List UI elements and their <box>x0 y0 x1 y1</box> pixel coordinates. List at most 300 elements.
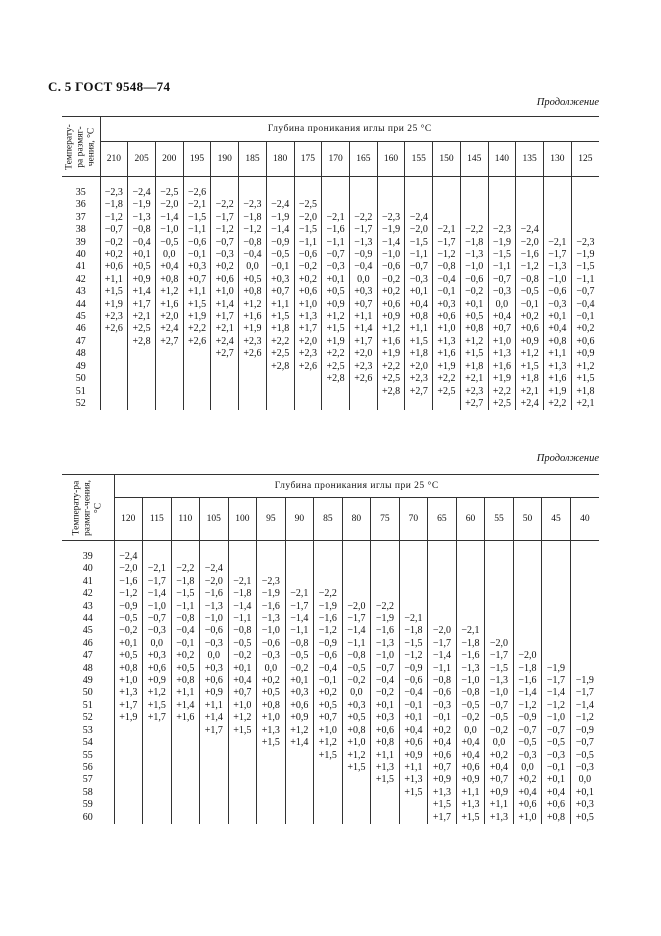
value-cell <box>257 812 286 824</box>
value-cell <box>114 774 143 786</box>
value-cell <box>571 187 599 199</box>
value-cell: +2,7 <box>460 398 488 410</box>
value-cell: +1,4 <box>128 286 156 298</box>
value-cell: +1,0 <box>228 700 257 712</box>
value-cell: −1,4 <box>513 687 542 699</box>
value-cell: −0,5 <box>516 286 544 298</box>
value-cell <box>128 398 156 410</box>
table-row <box>62 737 599 749</box>
value-cell: 0,0 <box>570 774 599 786</box>
value-cell: −2,2 <box>371 601 400 613</box>
value-cell <box>100 361 128 373</box>
column-header: 160 <box>377 142 405 177</box>
value-cell: +0,2 <box>428 725 457 737</box>
table-row <box>62 212 599 224</box>
value-cell: −0,7 <box>571 286 599 298</box>
column-header: 180 <box>266 142 294 177</box>
value-cell: +1,9 <box>114 712 143 724</box>
value-cell: −1,2 <box>433 249 461 261</box>
value-cell: +2,0 <box>155 311 183 323</box>
value-cell: +0,5 <box>322 286 350 298</box>
value-cell: +1,5 <box>342 762 371 774</box>
value-cell <box>128 386 156 398</box>
value-cell <box>456 563 485 575</box>
value-cell <box>200 799 229 811</box>
value-cell: −1,9 <box>377 224 405 236</box>
value-cell <box>285 551 314 563</box>
value-cell: +0,4 <box>405 299 433 311</box>
value-cell <box>257 799 286 811</box>
value-cell: +0,2 <box>485 750 514 762</box>
value-cell: +1,5 <box>143 700 172 712</box>
value-cell <box>544 224 572 236</box>
value-cell: +1,9 <box>183 311 211 323</box>
value-cell <box>433 398 461 410</box>
value-cell: −1,5 <box>183 212 211 224</box>
value-cell: −0,5 <box>542 737 571 749</box>
value-cell <box>399 601 428 613</box>
value-cell: −1,9 <box>488 237 516 249</box>
value-cell: −1,5 <box>488 249 516 261</box>
value-cell: −1,3 <box>544 261 572 273</box>
column-header: 95 <box>257 498 286 541</box>
column-header: 150 <box>433 142 461 177</box>
value-cell <box>143 737 172 749</box>
value-cell: −2,2 <box>314 588 343 600</box>
value-cell: −1,1 <box>285 625 314 637</box>
value-cell: −1,8 <box>239 212 267 224</box>
value-cell <box>570 650 599 662</box>
value-cell <box>239 386 267 398</box>
temperature-cell: 59 <box>82 799 93 811</box>
value-cell <box>285 576 314 588</box>
value-cell: −1,1 <box>228 613 257 625</box>
value-cell: −0,1 <box>571 311 599 323</box>
value-cell <box>516 187 544 199</box>
column-header: 90 <box>285 498 314 541</box>
column-header: 170 <box>322 142 350 177</box>
value-cell: +0,6 <box>200 675 229 687</box>
value-cell: −0,5 <box>155 237 183 249</box>
value-cell <box>171 750 200 762</box>
value-cell <box>433 199 461 211</box>
value-cell: −1,5 <box>399 638 428 650</box>
table-row <box>62 261 599 273</box>
value-cell <box>405 398 433 410</box>
value-cell: −2,1 <box>183 199 211 211</box>
table-row <box>62 563 599 575</box>
value-cell: +2,0 <box>294 336 322 348</box>
value-cell <box>171 799 200 811</box>
value-cell: +0,6 <box>377 299 405 311</box>
value-cell <box>211 373 239 385</box>
value-cell <box>456 576 485 588</box>
value-cell <box>228 551 257 563</box>
value-cell: +1,2 <box>460 336 488 348</box>
value-cell: +0,7 <box>485 774 514 786</box>
temperature-cell: 42 <box>82 588 93 600</box>
value-cell <box>456 588 485 600</box>
value-cell <box>114 737 143 749</box>
value-cell: +1,6 <box>155 299 183 311</box>
value-cell: +1,9 <box>322 336 350 348</box>
value-cell: −0,2 <box>285 663 314 675</box>
temperature-cell: 43 <box>75 286 86 298</box>
value-cell: +1,2 <box>516 348 544 360</box>
value-cell: +1,5 <box>516 361 544 373</box>
value-cell: −0,8 <box>239 237 267 249</box>
value-cell: −0,6 <box>314 650 343 662</box>
value-cell: 0,0 <box>456 725 485 737</box>
value-cell: +0,4 <box>542 787 571 799</box>
value-cell: −2,4 <box>516 224 544 236</box>
value-cell: +2,1 <box>571 398 599 410</box>
table-row <box>62 224 599 236</box>
value-cell: −2,1 <box>399 613 428 625</box>
value-cell: −1,8 <box>100 199 128 211</box>
value-cell: +0,6 <box>516 323 544 335</box>
value-cell: +1,1 <box>544 348 572 360</box>
value-cell: +1,5 <box>100 286 128 298</box>
value-cell <box>377 398 405 410</box>
value-cell: −0,7 <box>513 725 542 737</box>
value-cell: −1,8 <box>228 588 257 600</box>
value-cell: +0,4 <box>155 261 183 273</box>
value-cell: −1,2 <box>211 224 239 236</box>
value-cell <box>399 576 428 588</box>
value-cell: −1,8 <box>171 576 200 588</box>
value-cell: −2,4 <box>200 563 229 575</box>
value-cell: −1,4 <box>155 212 183 224</box>
value-cell: −1,3 <box>200 601 229 613</box>
value-cell: −0,3 <box>200 638 229 650</box>
value-cell <box>513 576 542 588</box>
value-cell: +0,1 <box>405 286 433 298</box>
value-cell <box>211 398 239 410</box>
value-cell <box>513 588 542 600</box>
value-cell: 0,0 <box>239 261 267 273</box>
value-cell <box>399 551 428 563</box>
value-cell: +1,2 <box>314 737 343 749</box>
temperature-cell: 39 <box>75 236 86 248</box>
table-row <box>62 650 599 662</box>
value-cell <box>155 398 183 410</box>
column-header: 50 <box>513 498 542 541</box>
value-cell <box>266 386 294 398</box>
value-cell <box>377 199 405 211</box>
table-row <box>62 311 599 323</box>
column-header: 100 <box>228 498 257 541</box>
value-cell: −1,4 <box>377 237 405 249</box>
value-cell: +1,3 <box>544 361 572 373</box>
value-cell <box>155 348 183 360</box>
value-cell: −1,3 <box>485 675 514 687</box>
value-cell: +0,1 <box>570 787 599 799</box>
value-cell <box>433 187 461 199</box>
value-cell: −1,1 <box>571 274 599 286</box>
value-cell <box>285 762 314 774</box>
value-cell: −1,9 <box>128 199 156 211</box>
value-cell <box>155 361 183 373</box>
value-cell: +0,6 <box>433 311 461 323</box>
value-cell: 0,0 <box>257 663 286 675</box>
value-cell <box>322 386 350 398</box>
table-row <box>62 712 599 724</box>
temperature-cell: 44 <box>75 298 86 310</box>
value-cell <box>100 373 128 385</box>
value-cell: +1,5 <box>456 812 485 824</box>
value-cell: −0,3 <box>488 286 516 298</box>
value-cell: +0,8 <box>114 663 143 675</box>
value-cell: +0,9 <box>571 348 599 360</box>
value-cell: +1,3 <box>294 311 322 323</box>
value-cell: −2,0 <box>114 563 143 575</box>
value-cell <box>542 650 571 662</box>
value-cell: +0,7 <box>349 299 377 311</box>
value-cell <box>100 336 128 348</box>
value-cell: −0,4 <box>433 274 461 286</box>
temperature-cell: 49 <box>82 675 93 687</box>
value-cell: +1,1 <box>200 700 229 712</box>
value-cell: +2,6 <box>183 336 211 348</box>
value-cell: +1,5 <box>266 311 294 323</box>
value-cell: −2,1 <box>456 625 485 637</box>
value-cell: −0,3 <box>211 249 239 261</box>
value-cell: −0,3 <box>322 261 350 273</box>
value-cell <box>294 373 322 385</box>
value-cell: −0,2 <box>114 625 143 637</box>
value-cell: −1,1 <box>405 249 433 261</box>
value-cell <box>570 663 599 675</box>
value-cell <box>211 361 239 373</box>
value-cell: +1,4 <box>171 700 200 712</box>
value-cell: +0,2 <box>171 650 200 662</box>
value-cell: +1,4 <box>211 299 239 311</box>
value-cell <box>200 774 229 786</box>
value-cell: −2,0 <box>342 601 371 613</box>
value-cell: −0,6 <box>257 638 286 650</box>
temperature-cell: 44 <box>82 613 93 625</box>
value-cell: −0,6 <box>200 625 229 637</box>
value-cell: −1,6 <box>322 224 350 236</box>
value-cell: +0,9 <box>285 712 314 724</box>
value-cell <box>228 563 257 575</box>
value-cell: +0,6 <box>211 274 239 286</box>
row-header-cell <box>62 117 100 177</box>
value-cell: −0,8 <box>456 687 485 699</box>
value-cell <box>456 551 485 563</box>
value-cell <box>371 563 400 575</box>
value-cell: −0,5 <box>114 613 143 625</box>
value-cell <box>155 386 183 398</box>
value-cell <box>570 576 599 588</box>
value-cell: +1,3 <box>488 348 516 360</box>
value-cell: −0,3 <box>143 625 172 637</box>
value-cell: −0,9 <box>399 663 428 675</box>
value-cell: +1,7 <box>349 336 377 348</box>
value-cell <box>183 398 211 410</box>
value-cell: +0,1 <box>322 274 350 286</box>
temperature-cell: 35 <box>75 187 86 198</box>
value-cell <box>570 625 599 637</box>
value-cell <box>128 348 156 360</box>
value-cell: +0,5 <box>314 700 343 712</box>
value-cell: +0,7 <box>488 323 516 335</box>
temperature-cell: 58 <box>82 786 93 798</box>
value-cell: +0,6 <box>371 725 400 737</box>
value-cell <box>428 551 457 563</box>
value-cell: +2,5 <box>433 386 461 398</box>
value-cell: +1,1 <box>405 323 433 335</box>
value-cell <box>513 613 542 625</box>
value-cell: +0,4 <box>485 762 514 774</box>
value-cell: −0,6 <box>460 274 488 286</box>
temperature-cell: 51 <box>75 385 86 397</box>
value-cell <box>257 551 286 563</box>
table-row <box>62 601 599 613</box>
value-cell: +1,0 <box>433 323 461 335</box>
value-cell: −0,3 <box>405 274 433 286</box>
value-cell: +0,4 <box>513 787 542 799</box>
value-cell: +0,3 <box>285 687 314 699</box>
temperature-cell: 42 <box>75 273 86 285</box>
value-cell: −0,6 <box>294 249 322 261</box>
value-cell: +0,7 <box>266 286 294 298</box>
value-cell: +1,1 <box>266 299 294 311</box>
value-cell: −1,2 <box>516 261 544 273</box>
value-cell: +0,3 <box>266 274 294 286</box>
value-cell <box>200 762 229 774</box>
value-cell <box>570 613 599 625</box>
value-cell: +1,5 <box>371 774 400 786</box>
temperature-cell: 60 <box>82 811 93 823</box>
value-cell: +1,9 <box>377 348 405 360</box>
temperature-cell: 41 <box>82 575 93 587</box>
value-cell <box>171 762 200 774</box>
row-header-label: Температу-ра размяг-чения, °С <box>64 123 97 170</box>
value-cell: +2,6 <box>349 373 377 385</box>
value-cell: −2,1 <box>228 576 257 588</box>
value-cell <box>485 601 514 613</box>
value-cell: −0,1 <box>171 638 200 650</box>
value-cell: −1,4 <box>542 687 571 699</box>
value-cell: −0,8 <box>342 650 371 662</box>
value-cell: −0,3 <box>542 750 571 762</box>
value-cell <box>542 625 571 637</box>
value-cell: +0,4 <box>399 725 428 737</box>
table-row <box>62 625 599 637</box>
value-cell: 0,0 <box>143 638 172 650</box>
value-cell: −0,8 <box>428 675 457 687</box>
column-header: 75 <box>371 498 400 541</box>
value-cell <box>228 787 257 799</box>
value-cell: −1,4 <box>285 613 314 625</box>
value-cell: −1,4 <box>570 700 599 712</box>
column-header: 145 <box>460 142 488 177</box>
value-cell: −1,8 <box>460 237 488 249</box>
value-cell: −1,5 <box>571 261 599 273</box>
value-cell: +1,5 <box>405 336 433 348</box>
value-cell <box>183 361 211 373</box>
value-cell: −0,7 <box>405 261 433 273</box>
table-row <box>62 812 599 824</box>
value-cell <box>342 774 371 786</box>
value-cell: +1,8 <box>460 361 488 373</box>
value-cell: +2,6 <box>100 323 128 335</box>
value-cell <box>399 799 428 811</box>
value-cell <box>544 199 572 211</box>
value-cell <box>183 348 211 360</box>
value-cell: +0,4 <box>228 675 257 687</box>
value-cell: +1,5 <box>460 348 488 360</box>
value-cell: +1,6 <box>239 311 267 323</box>
value-cell <box>266 187 294 199</box>
value-cell: +1,6 <box>544 373 572 385</box>
value-cell: +0,3 <box>371 712 400 724</box>
value-cell: +0,7 <box>428 762 457 774</box>
value-cell: +1,1 <box>456 787 485 799</box>
value-cell <box>349 386 377 398</box>
value-cell: +0,5 <box>128 261 156 273</box>
value-cell: −2,1 <box>433 224 461 236</box>
value-cell: −0,5 <box>456 700 485 712</box>
value-cell: +1,0 <box>211 286 239 298</box>
column-header: 195 <box>183 142 211 177</box>
value-cell: +0,2 <box>513 774 542 786</box>
value-cell: +0,3 <box>143 650 172 662</box>
column-header: 55 <box>485 498 514 541</box>
value-cell <box>228 774 257 786</box>
value-cell: +1,7 <box>200 725 229 737</box>
value-cell: +1,3 <box>428 787 457 799</box>
value-cell <box>488 199 516 211</box>
temperature-cell: 47 <box>75 335 86 347</box>
value-cell: −1,5 <box>294 224 322 236</box>
value-cell: −1,6 <box>200 588 229 600</box>
row-header-cell <box>62 475 114 541</box>
value-cell: +1,3 <box>371 762 400 774</box>
value-cell <box>285 563 314 575</box>
value-cell <box>143 774 172 786</box>
value-cell: −1,7 <box>570 687 599 699</box>
value-cell: +1,7 <box>128 299 156 311</box>
value-cell: +1,7 <box>428 812 457 824</box>
value-cell: +0,6 <box>428 750 457 762</box>
value-cell: +1,6 <box>433 348 461 360</box>
value-cell <box>570 551 599 563</box>
temperature-cell: 45 <box>75 311 86 323</box>
value-cell <box>371 812 400 824</box>
value-cell <box>342 576 371 588</box>
table-row <box>62 799 599 811</box>
temperature-cell: 50 <box>82 687 93 699</box>
temperature-cell: 38 <box>75 224 86 236</box>
value-cell: +0,3 <box>342 700 371 712</box>
value-cell: +0,6 <box>294 286 322 298</box>
value-cell: −1,0 <box>377 249 405 261</box>
value-cell: −0,2 <box>460 286 488 298</box>
value-cell: −1,0 <box>542 712 571 724</box>
value-cell: −0,2 <box>294 261 322 273</box>
value-cell <box>513 551 542 563</box>
value-cell: +2,3 <box>349 361 377 373</box>
value-cell: −1,7 <box>342 613 371 625</box>
value-cell: −0,5 <box>285 650 314 662</box>
table-row <box>62 361 599 373</box>
value-cell: −1,2 <box>114 588 143 600</box>
value-cell: −0,1 <box>428 712 457 724</box>
value-cell <box>285 787 314 799</box>
